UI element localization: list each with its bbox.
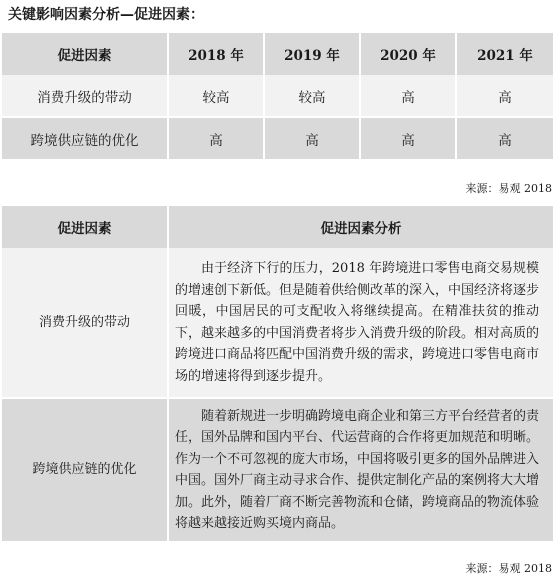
header-2018: 2018 年: [168, 33, 264, 75]
source-note: 来源：易观 2018: [465, 562, 552, 575]
row-factor: 消费升级的带动: [2, 248, 168, 398]
table-cell: 高: [360, 75, 456, 117]
row-factor: 跨境供应链的优化: [2, 117, 168, 159]
analysis-text: 随着新规进一步明确跨境电商企业和第三方平台经营者的责任，国外品牌和国内平台、代运营商的合作将更加规范和明晰。作为一个不可忽视的庞大市场，中国将吸引更多的国外品牌进入中国。国外厂商主动寻求合作、提供定制化产品的案例将大大增加。此外，随着厂商不断完善物流和仓储，跨境商品的物流体验将越来越接近购买境内商品。: [175, 408, 540, 531]
table-row: [2, 117, 553, 159]
table-cell: 高: [456, 75, 553, 117]
row-factor: 跨境供应链的优化: [2, 398, 168, 541]
row-factor: 消费升级的带动: [2, 75, 168, 117]
header-2020: 2020 年: [360, 33, 456, 75]
analysis-cell: [168, 398, 553, 541]
header-factor: 促进因素: [2, 206, 168, 248]
analysis-cell: [168, 248, 553, 398]
table-cell: 高: [264, 117, 360, 159]
table-header-row: [2, 206, 553, 248]
header-2019: 2019 年: [264, 33, 360, 75]
header-factor: 促进因素: [2, 33, 168, 75]
table-cell: 较高: [168, 75, 264, 117]
table-row: [2, 398, 553, 541]
source-note: 来源：易观 2018: [465, 182, 552, 195]
table-row: [2, 248, 553, 398]
table-cell: 高: [168, 117, 264, 159]
table-header-row: [2, 33, 553, 75]
table-cell: 高: [456, 117, 553, 159]
header-2021: 2021 年: [456, 33, 553, 75]
header-analysis: 促进因素分析: [168, 206, 553, 248]
page-title: 关键影响因素分析—促进因素：: [8, 7, 204, 23]
analysis-table: [2, 206, 553, 541]
table-row: [2, 75, 553, 117]
table-cell: 高: [360, 117, 456, 159]
analysis-text: 由于经济下行的压力，2018 年跨境进口零售电商交易规模的增速创下新低。但是随着供给侧改革的深入，中国经济将逐步回暖，中国居民的可支配收入将继续提高。在精准扶贫的推动下，越来越多的中国消费者将步入消费升级的阶段。相对高质的跨境进口商品将匹配中国消费升级的需求，跨境进口零售电商市场的增速将得到逐步提升。: [175, 261, 540, 384]
table-cell: 较高: [264, 75, 360, 117]
forecast-table: [2, 33, 553, 159]
